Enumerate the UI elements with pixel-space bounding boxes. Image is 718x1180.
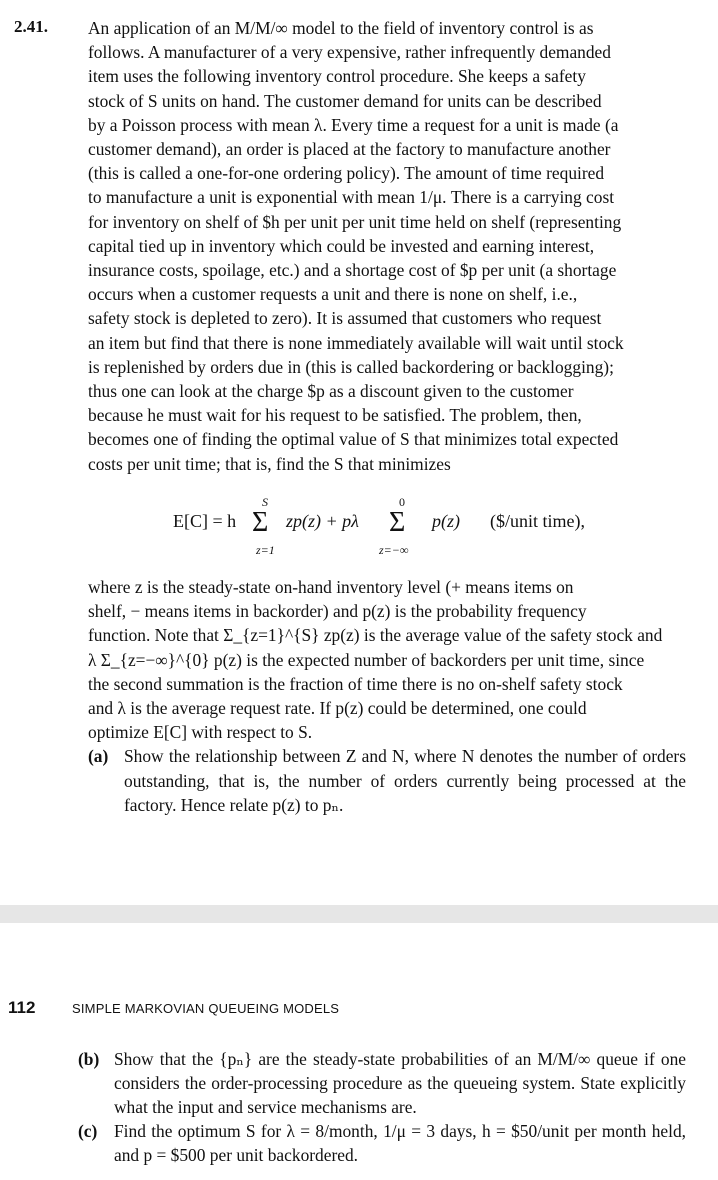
p2-line: the second summation is the fraction of time there is no on-shelf safety stock	[88, 673, 623, 694]
problem-paragraph-1	[88, 16, 686, 476]
p1-line: follows. A manufacturer of a very expensive, rather infrequently demanded	[88, 42, 611, 63]
sum2-upper: 0	[399, 495, 405, 509]
p1-line: (this is called a one-for-one ordering policy). The amount of time required	[88, 163, 605, 184]
part-a-label: (a)	[88, 746, 109, 767]
p1-line: for inventory on shelf of $h per unit per unit time held on shelf (representing	[88, 211, 622, 232]
problem-paragraph-2	[88, 575, 686, 817]
page-separator	[0, 905, 718, 923]
cost-formula	[0, 480, 718, 575]
p2-line: λ Σ_{z=−∞}^{0} p(z) is the expected number of backorders per unit time, since	[88, 649, 645, 670]
formula-units: ($/unit time),	[490, 511, 585, 531]
formula-lhs: E[C] = h	[173, 511, 237, 531]
part-a	[88, 744, 686, 817]
formula-term1: zp(z) + pλ	[286, 511, 359, 531]
running-head: SIMPLE MARKOVIAN QUEUEING MODELS	[72, 1001, 340, 1016]
p1-line: item uses the following inventory control procedure. She keeps a safety	[88, 66, 586, 87]
part-a-text: Show the relationship between Z and N, where N denotes the number of orders outstanding, that is, the number of orders currently being processed at the factory. Hence relate p(z) to pₙ.	[124, 746, 686, 815]
p2-line: optimize E[C] with respect to S.	[88, 722, 313, 743]
part-b-label: (b)	[78, 1049, 100, 1069]
part-b	[78, 1047, 686, 1119]
p2-line: and λ is the average request rate. If p(z) could be determined, one could	[88, 698, 587, 719]
p1-line: is replenished by orders due in (this is called backordering or backlogging);	[88, 356, 614, 377]
page-bottom	[0, 923, 718, 1180]
p2-line: where z is the steady-state on-hand inventory level (+ means items on	[88, 577, 574, 597]
p1-line: customer demand), an order is placed at the factory to manufacture another	[88, 139, 611, 160]
p1-line: occurs when a customer requests a unit and there is none on shelf, i.e.,	[88, 284, 578, 305]
sum1-upper: S	[262, 495, 268, 509]
p1-line: becomes one of finding the optimal value of S that minimizes total expected	[88, 429, 619, 450]
part-c-label: (c)	[78, 1121, 98, 1141]
parts-bc	[78, 1047, 686, 1167]
formula-svg	[0, 480, 718, 575]
problem-number: 2.41.	[14, 17, 48, 36]
p2-line: shelf, − means items in backorder) and p(z) is the probability frequency	[88, 601, 587, 622]
p1-line: because he must wait for his request to be satisfied. The problem, then,	[88, 405, 582, 426]
p1-line: an item but find that there is none immediately available will wait until stock	[88, 332, 624, 353]
p1-line: insurance costs, spoilage, etc.) and a shortage cost of $p per unit (a shortage	[88, 260, 617, 281]
p1-line: to manufacture a unit is exponential with mean 1/μ. There is a carrying cost	[88, 187, 615, 208]
part-b-text: Show that the {pₙ} are the steady-state probabilities of an M/M/∞ queue if one considers the order-processing procedure as the queueing system. State explicitly what the input and service mechanisms are.	[114, 1049, 686, 1117]
part-c-text: Find the optimum S for λ = 8/month, 1/μ = 3 days, h = $50/unit per month held, and p = $500 per unit backordered.	[114, 1121, 686, 1165]
page-number: 112	[8, 998, 36, 1017]
p1-line: stock of S units on hand. The customer demand for units can be described	[88, 90, 602, 111]
p1-line: safety stock is depleted to zero). It is assumed that customers who request	[88, 308, 602, 329]
p2-line: function. Note that Σ_{z=1}^{S} zp(z) is the average value of the safety stock and	[88, 625, 663, 646]
p1-line: thus one can look at the charge $p as a discount given to the customer	[88, 381, 574, 402]
p1-line: An application of an M/M/∞ model to the field of inventory control is as	[88, 18, 594, 38]
part-c	[78, 1119, 686, 1167]
sum1-lower: z=1	[256, 543, 275, 557]
p1-line: capital tied up in inventory which could be invested and earning interest,	[88, 235, 595, 256]
p1-line: costs per unit time; that is, find the S that minimizes	[88, 453, 451, 474]
formula-term2: p(z)	[432, 511, 460, 531]
sum2-lower: z=−∞	[379, 543, 409, 557]
sum1-sigma-icon: Σ	[252, 507, 269, 538]
p1-line: by a Poisson process with mean λ. Every time a request for a unit is made (a	[88, 114, 619, 135]
sum2-sigma-icon: Σ	[389, 507, 406, 538]
